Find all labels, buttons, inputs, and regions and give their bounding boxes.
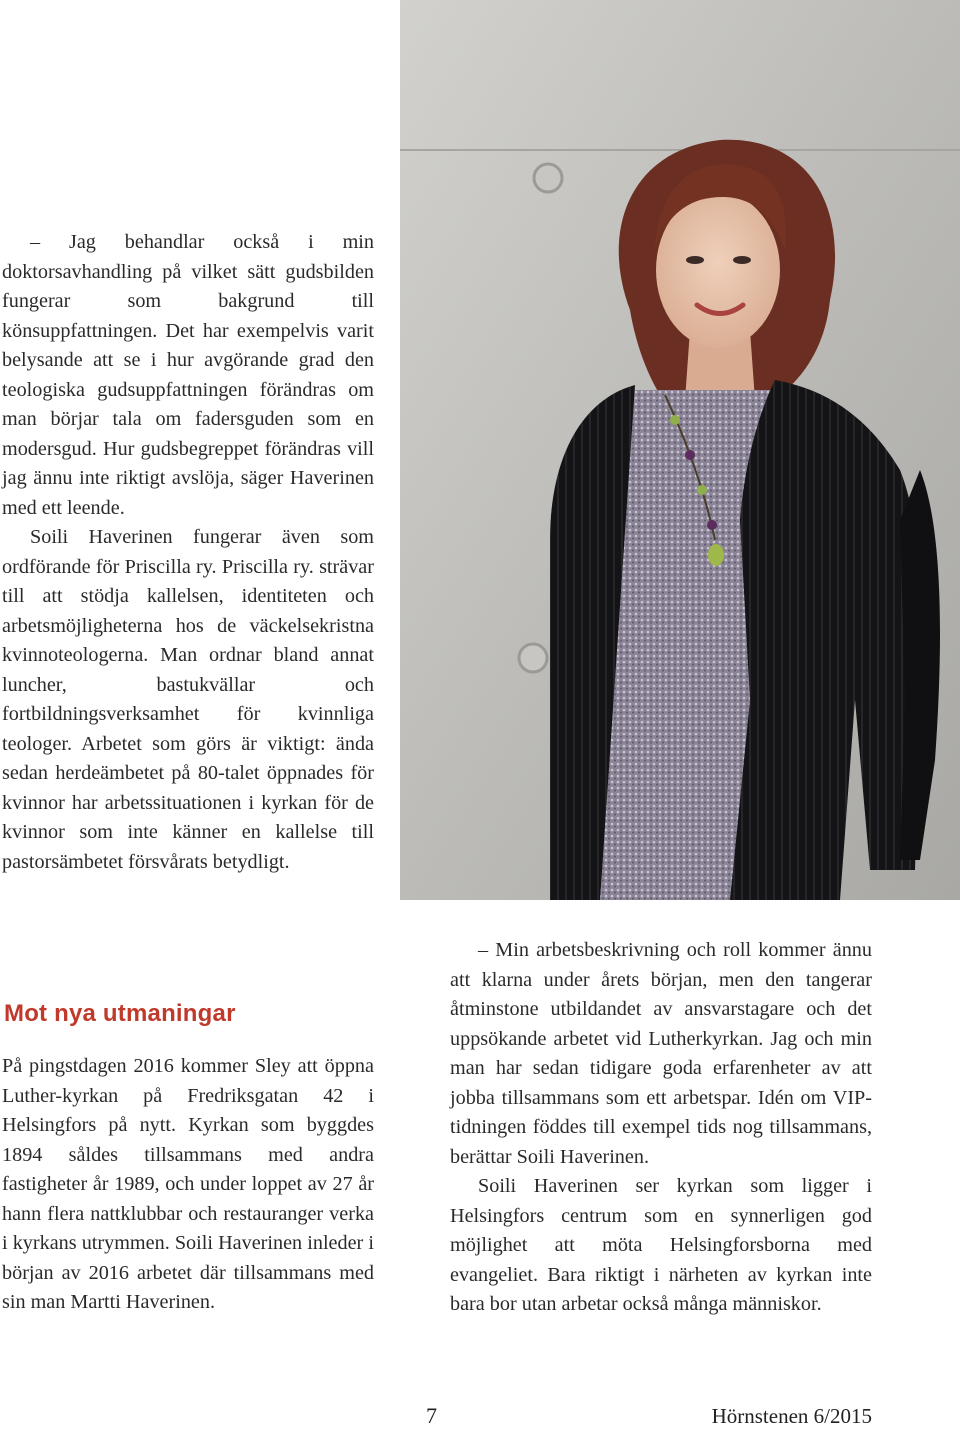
portrait-photo bbox=[400, 0, 960, 900]
left-column-lower bbox=[2, 1052, 374, 1318]
body-paragraph: – Jag behandlar också i min doktorsavhandling på vilket sätt gudsbilden fungerar som bakgrund till könsuppfattningen. Det har exempelvis varit belysande att se i hur avgörande grad den teologiska gudsuppfattningen förändras om man börjar tala om fadersguden som en modersgud. Hur gudsbegreppet förändras vill jag ännu inte riktigt avslöja, säger Haverinen med ett leende. bbox=[2, 231, 374, 519]
body-paragraph: På pingstdagen 2016 kommer Sley att öppna Luther-kyrkan på Fredriksgatan 42 i Helsingfors på nytt. Kyrkan som byggdes 1894 såldes tillsammans med andra fastigheter år 1989, och under loppet av 27 år hann flera nattklubbar och restauranger verka i kyrkans utrymmen. Soili Haverinen inleder i början av 2016 arbetet där tillsammans med sin man Martti Haverinen. bbox=[2, 1055, 374, 1313]
body-paragraph: – Min arbetsbeskrivning och roll kommer ännu att klarna under årets början, men den tangerar åtminstone utbildandet av ansvarstagare och det uppsökande arbetet vid Lutherkyrkan. Jag och min man har sedan tidigare goda erfarenheter av att jobba tillsammans som ett arbetspar. Idén om VIP-tidningen föddes till exempel tids nog tillsammans, berättar Soili Haverinen. bbox=[450, 939, 872, 1168]
page-number: 7 bbox=[426, 1403, 437, 1428]
body-paragraph: Soili Haverinen ser kyrkan som ligger i Helsingfors centrum som en synnerligen god möjlighet att möta Helsingforsborna med evangeliet. Bara riktigt i närheten av kyrkan inte bara bor utan arbetar också många människor. bbox=[450, 1175, 872, 1315]
body-paragraph: Soili Haverinen fungerar även som ordförande för Priscilla ry. Priscilla ry. strävar till att stödja kallelsen, identiteten och arbetsmöjligheterna hos de väckelsekristna kvinnoteologerna. Man ordnar bland annat luncher, bastukvällar och fortbildningsverksamhet för kvinnliga teologer. Arbetet som görs är viktigt: ända sedan herdeämbetet på 80-talet öppnades för kvinnor har arbetssituationen i kyrkan för de kvinnor som inte känner en kallelse till pastorsämbetet försvårats betydligt. bbox=[2, 526, 374, 873]
left-column bbox=[2, 228, 374, 877]
right-column bbox=[450, 936, 872, 1320]
magazine-issue: Hörnstenen 6/2015 bbox=[711, 1404, 872, 1428]
section-heading: Mot nya utmaningar bbox=[4, 1000, 236, 1027]
